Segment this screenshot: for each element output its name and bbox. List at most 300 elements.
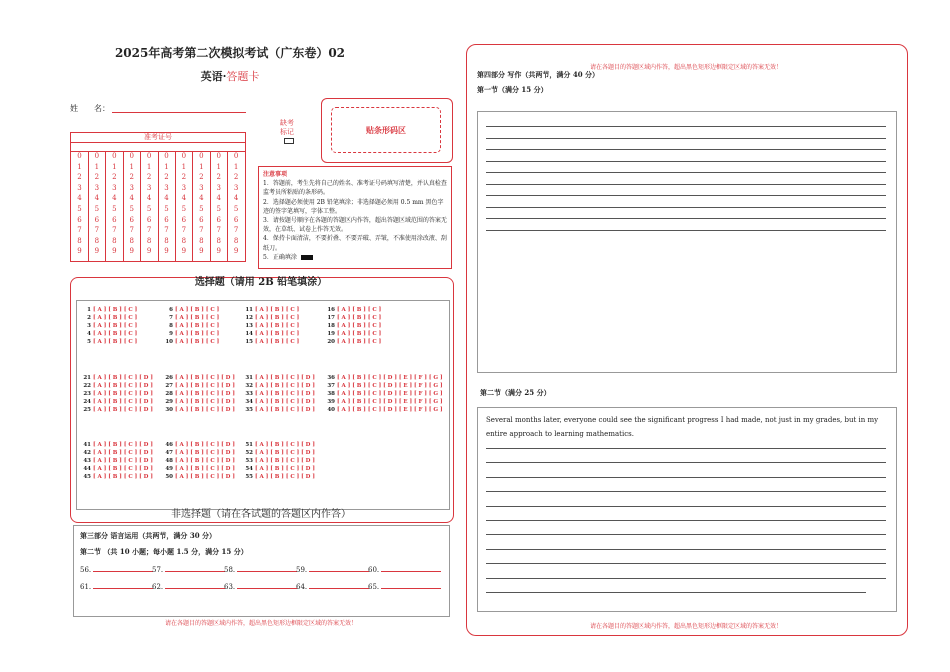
answer-options[interactable]: [ A ] [ B ] [ C ]	[337, 315, 382, 321]
exam-digit-bubble[interactable]: 4	[199, 194, 204, 203]
writing-line[interactable]	[486, 578, 886, 579]
fill-blank-item[interactable]	[224, 565, 297, 574]
answer-options[interactable]: [ A ] [ B ] [ C ]	[93, 315, 138, 321]
exam-digit-bubble[interactable]: 3	[112, 183, 117, 192]
answer-options[interactable]: [ A ] [ B ] [ C ] [ D ]	[93, 466, 153, 472]
question-row[interactable]	[81, 338, 137, 346]
exam-digit-bubble[interactable]: 9	[199, 247, 204, 256]
exam-digit-bubble[interactable]: 7	[112, 226, 117, 235]
question-row[interactable]	[325, 406, 443, 414]
writing-line[interactable]	[486, 184, 886, 185]
exam-digit-bubble[interactable]: 2	[164, 173, 169, 182]
question-row[interactable]	[243, 441, 315, 449]
question-row[interactable]	[163, 406, 235, 414]
question-row[interactable]	[163, 473, 235, 481]
question-row[interactable]	[243, 465, 315, 473]
blank-line[interactable]	[237, 582, 297, 589]
exam-digit-bubble[interactable]: 5	[199, 204, 204, 213]
exam-digit-bubble[interactable]: 1	[233, 162, 239, 171]
fill-blank-item[interactable]	[80, 582, 153, 591]
writing-line[interactable]	[486, 149, 886, 150]
writing-line[interactable]	[486, 161, 886, 162]
writing-line[interactable]	[486, 506, 886, 507]
exam-digit-bubble[interactable]: 9	[112, 247, 117, 256]
exam-digit-bubble[interactable]: 8	[129, 236, 134, 245]
exam-digit-bubble[interactable]: 6	[112, 215, 117, 224]
answer-options[interactable]: [ A ] [ B ] [ C ] [ D ] [ E ] [ F ] [ G ]	[337, 383, 443, 389]
question-row[interactable]	[81, 382, 153, 390]
question-row[interactable]	[325, 382, 443, 390]
notice-item: 4．保持卡面清洁，不要折叠、不要弄破、弄皱，不准使用涂改液、刮纸刀。	[263, 235, 447, 252]
answer-options[interactable]: [ A ] [ B ] [ C ]	[175, 315, 220, 321]
exam-digit-bubble[interactable]: 1	[112, 162, 117, 171]
question-row[interactable]	[81, 374, 153, 382]
answer-options[interactable]: [ A ] [ B ] [ C ]	[337, 323, 382, 329]
blank-line[interactable]	[93, 565, 153, 572]
blank-number: 57.	[152, 566, 164, 574]
answer-options[interactable]: [ A ] [ B ] [ C ] [ D ]	[175, 450, 235, 456]
question-number: 30	[165, 407, 173, 413]
exam-digit-bubble[interactable]: 2	[77, 173, 82, 182]
exam-digit-bubble[interactable]: 8	[94, 236, 100, 245]
writing-line[interactable]	[486, 534, 886, 535]
exam-digit-bubble[interactable]: 4	[233, 194, 239, 203]
question-group	[163, 441, 235, 481]
essay-start-text: Several months later, everyone could see the significant progress I had made, not just in my grades, but in my entire approach to learning mathematics.	[486, 416, 879, 438]
exam-digit-bubble[interactable]: 4	[181, 194, 187, 203]
exam-digit-bubble[interactable]: 0	[199, 152, 204, 160]
writing-line[interactable]	[486, 477, 886, 478]
exam-digit-bubble[interactable]: 8	[216, 236, 221, 245]
exam-digit-bubble[interactable]: 5	[129, 204, 134, 213]
question-row[interactable]	[325, 338, 381, 346]
exam-digit-bubble[interactable]: 7	[94, 226, 100, 235]
writing-line[interactable]	[486, 218, 886, 219]
question-row[interactable]	[81, 322, 137, 330]
question-row[interactable]	[243, 473, 315, 481]
exam-digit-bubble[interactable]: 0	[181, 152, 187, 160]
answer-options[interactable]: [ A ] [ B ] [ C ] [ D ]	[255, 407, 315, 413]
blank-line[interactable]	[381, 582, 441, 589]
question-number: 12	[245, 315, 253, 321]
answer-options[interactable]: [ A ] [ B ] [ C ]	[255, 307, 300, 313]
answer-options[interactable]: [ A ] [ B ] [ C ]	[175, 323, 220, 329]
question-row[interactable]	[81, 449, 153, 457]
question-number: 17	[327, 315, 335, 321]
question-row[interactable]	[243, 330, 299, 338]
exam-digit-bubble[interactable]: 2	[216, 173, 221, 182]
question-row[interactable]	[163, 330, 219, 338]
blank-number: 63.	[224, 583, 236, 591]
exam-digit-bubble[interactable]: 6	[181, 215, 187, 224]
exam-digit-bubble[interactable]: 3	[233, 183, 239, 192]
writing-line[interactable]	[486, 230, 886, 231]
answer-options[interactable]: [ A ] [ B ] [ C ] [ D ]	[255, 391, 315, 397]
exam-digit-bubble[interactable]: 3	[199, 183, 204, 192]
exam-digit-column[interactable]	[228, 151, 245, 261]
question-row[interactable]	[81, 314, 137, 322]
exam-digit-bubble[interactable]: 2	[94, 173, 100, 182]
exam-digit-bubble[interactable]: 6	[199, 215, 204, 224]
exam-digit-bubble[interactable]: 7	[216, 226, 221, 235]
question-row[interactable]	[163, 465, 235, 473]
question-row[interactable]	[163, 382, 235, 390]
question-row[interactable]	[243, 338, 299, 346]
answer-options[interactable]: [ A ] [ B ] [ C ] [ D ]	[93, 474, 153, 480]
answer-options[interactable]: [ A ] [ B ] [ C ]	[93, 339, 138, 345]
exam-digit-bubble[interactable]: 8	[233, 236, 239, 245]
exam-digit-bubble[interactable]: 3	[164, 183, 169, 192]
answer-options[interactable]: [ A ] [ B ] [ C ] [ D ]	[93, 399, 153, 405]
exam-number-grid[interactable]	[70, 132, 246, 262]
exam-digit-bubble[interactable]: 2	[181, 173, 187, 182]
exam-digit-bubble[interactable]: 7	[146, 226, 152, 235]
exam-digit-bubble[interactable]: 6	[94, 215, 100, 224]
question-row[interactable]	[163, 338, 219, 346]
exam-digit-bubble[interactable]: 5	[112, 204, 117, 213]
writing-line[interactable]	[486, 520, 886, 521]
writing-section1-area[interactable]	[477, 111, 897, 373]
answer-options[interactable]: [ A ] [ B ] [ C ] [ D ]	[175, 375, 235, 381]
answer-options[interactable]: [ A ] [ B ] [ C ] [ D ]	[175, 458, 235, 464]
exam-digit-bubble[interactable]: 1	[181, 162, 187, 171]
question-group	[243, 374, 315, 414]
exam-digit-bubble[interactable]: 9	[233, 247, 239, 256]
answer-options[interactable]: [ A ] [ B ] [ C ] [ D ]	[255, 375, 315, 381]
question-row[interactable]	[325, 306, 381, 314]
exam-digit-bubble[interactable]: 3	[94, 183, 100, 192]
exam-digit-bubble[interactable]: 5	[164, 204, 169, 213]
question-row[interactable]	[243, 406, 315, 414]
exam-digit-column[interactable]	[123, 151, 141, 261]
answer-options[interactable]: [ A ] [ B ] [ C ] [ D ]	[175, 407, 235, 413]
exam-digit-bubble[interactable]: 8	[146, 236, 152, 245]
answer-options[interactable]: [ A ] [ B ] [ C ] [ D ]	[175, 391, 235, 397]
question-row[interactable]	[163, 306, 219, 314]
exam-digit-bubble[interactable]: 7	[181, 226, 187, 235]
fill-blank-item[interactable]	[296, 582, 369, 591]
question-row[interactable]	[243, 382, 315, 390]
subject-label: 英语	[200, 70, 223, 83]
answer-options[interactable]: [ A ] [ B ] [ C ] [ D ]	[175, 442, 235, 448]
exam-digit-bubble[interactable]: 6	[146, 215, 152, 224]
question-number: 26	[165, 375, 173, 381]
answer-options[interactable]: [ A ] [ B ] [ C ] [ D ]	[255, 474, 315, 480]
exam-digit-bubble[interactable]: 5	[216, 204, 221, 213]
name-field[interactable]	[112, 112, 246, 113]
answer-options[interactable]: [ A ] [ B ] [ C ] [ D ] [ E ] [ F ] [ G ]	[337, 407, 443, 413]
question-group	[81, 374, 153, 414]
exam-digit-column[interactable]	[71, 151, 89, 261]
choice-section-title: 选择题（请用 2B 铅笔填涂）	[194, 277, 328, 288]
answer-options[interactable]: [ A ] [ B ] [ C ] [ D ]	[255, 442, 315, 448]
exam-digit-bubble[interactable]: 0	[146, 152, 152, 160]
exam-digit-bubble[interactable]: 5	[146, 204, 152, 213]
exam-digit-bubble[interactable]: 2	[112, 173, 117, 182]
answer-options[interactable]: [ A ] [ B ] [ C ]	[255, 331, 300, 337]
question-row[interactable]	[163, 322, 219, 330]
exam-digit-bubble[interactable]: 0	[164, 152, 169, 160]
answer-options[interactable]: [ A ] [ B ] [ C ]	[337, 307, 382, 313]
question-row[interactable]	[243, 398, 315, 406]
writing-line[interactable]	[486, 592, 866, 593]
answer-options[interactable]: [ A ] [ B ] [ C ]	[337, 339, 382, 345]
blank-line[interactable]	[381, 565, 441, 572]
question-row[interactable]	[243, 374, 315, 382]
exam-digit-bubble[interactable]: 1	[146, 162, 152, 171]
answer-options[interactable]: [ A ] [ B ] [ C ] [ D ]	[255, 466, 315, 472]
question-number: 9	[169, 331, 173, 337]
answer-options[interactable]: [ A ] [ B ] [ C ] [ D ]	[255, 399, 315, 405]
exam-digit-bubble[interactable]: 1	[94, 162, 100, 171]
exam-digit-bubble[interactable]: 4	[94, 194, 100, 203]
writing-line[interactable]	[486, 207, 886, 208]
question-number: 47	[165, 450, 173, 456]
exam-digit-bubble[interactable]: 7	[199, 226, 204, 235]
exam-digit-column[interactable]	[88, 151, 106, 261]
question-row[interactable]	[325, 390, 443, 398]
writing-line[interactable]	[486, 172, 886, 173]
question-group	[243, 306, 299, 346]
question-row[interactable]	[81, 473, 153, 481]
question-row[interactable]	[163, 449, 235, 457]
fill-blank-item[interactable]	[368, 565, 441, 574]
writing-line[interactable]	[486, 462, 886, 463]
exam-digit-bubble[interactable]: 2	[199, 173, 204, 182]
answer-options[interactable]: [ A ] [ B ] [ C ]	[255, 339, 300, 345]
part3-section2-title: 第二节 （共 10 小题；每小题 1.5 分，满分 15 分）	[80, 547, 248, 556]
writing-line[interactable]	[486, 491, 886, 492]
nonchoice-title: 非选择题（请在各试题的答题区内作答）	[171, 509, 351, 520]
question-row[interactable]	[81, 330, 137, 338]
exam-digit-bubble[interactable]: 0	[94, 152, 100, 160]
writing-line[interactable]	[486, 138, 886, 139]
exam-digit-bubble[interactable]: 9	[94, 247, 100, 256]
exam-digit-bubble[interactable]: 9	[146, 247, 152, 256]
exam-digit-column[interactable]	[141, 151, 159, 261]
exam-digit-bubble[interactable]: 8	[164, 236, 169, 245]
question-number: 33	[245, 391, 253, 397]
question-number: 13	[245, 323, 253, 329]
exam-digit-bubble[interactable]: 6	[77, 215, 82, 224]
answer-options[interactable]: [ A ] [ B ] [ C ]	[255, 323, 300, 329]
right-top-warning: 请在各题目的答题区域内作答，超出黑色矩形边框限定区域的答案无效！	[589, 64, 782, 71]
question-row[interactable]	[163, 441, 235, 449]
question-row[interactable]	[81, 306, 137, 314]
exam-digit-bubble[interactable]: 4	[164, 194, 169, 203]
exam-digit-bubble[interactable]: 6	[216, 215, 221, 224]
answer-options[interactable]: [ A ] [ B ] [ C ]	[337, 331, 382, 337]
part4-title: 第四部分 写作（共两节，满分 40 分）	[477, 70, 600, 79]
question-row[interactable]	[325, 374, 443, 382]
exam-digit-column[interactable]	[193, 151, 211, 261]
question-row[interactable]	[163, 390, 235, 398]
question-row[interactable]	[325, 322, 381, 330]
notice-item: 3．请按题号顺序在各题的答题区内作答，超出答题区域范围的答案无效，在草纸、试卷上作答无效。	[263, 217, 447, 234]
question-row[interactable]	[243, 390, 315, 398]
answer-options[interactable]: [ A ] [ B ] [ C ] [ D ] [ E ] [ F ] [ G ]	[337, 375, 443, 381]
answer-options[interactable]: [ A ] [ B ] [ C ] [ D ] [ E ] [ F ] [ G ]	[337, 399, 443, 405]
exam-digit-bubble[interactable]: 4	[77, 194, 82, 203]
exam-digit-bubble[interactable]: 1	[199, 162, 204, 171]
exam-digit-bubble[interactable]: 3	[129, 183, 134, 192]
exam-digit-bubble[interactable]: 6	[129, 215, 134, 224]
question-number: 3	[87, 323, 91, 329]
notice-box	[258, 166, 452, 269]
answer-options[interactable]: [ A ] [ B ] [ C ]	[93, 331, 138, 337]
exam-digit-column[interactable]	[175, 151, 193, 261]
question-number: 34	[245, 399, 253, 405]
answer-options[interactable]: [ A ] [ B ] [ C ] [ D ]	[93, 442, 153, 448]
answer-options[interactable]: [ A ] [ B ] [ C ] [ D ]	[93, 458, 153, 464]
exam-digit-bubble[interactable]: 9	[77, 247, 82, 256]
answer-options[interactable]: [ A ] [ B ] [ C ] [ D ]	[175, 466, 235, 472]
answer-options[interactable]: [ A ] [ B ] [ C ] [ D ]	[255, 458, 315, 464]
question-row[interactable]	[243, 449, 315, 457]
question-number: 11	[245, 307, 253, 313]
question-row[interactable]	[163, 374, 235, 382]
exam-digit-bubble[interactable]: 1	[77, 162, 82, 171]
question-row[interactable]	[163, 314, 219, 322]
exam-digit-bubble[interactable]: 3	[216, 183, 221, 192]
question-number: 23	[83, 391, 91, 397]
writing-line[interactable]	[486, 563, 886, 564]
blank-line[interactable]	[309, 582, 369, 589]
exam-digit-bubble[interactable]: 9	[181, 247, 187, 256]
question-number: 14	[245, 331, 253, 337]
blank-line[interactable]	[165, 565, 225, 572]
exam-digit-bubble[interactable]: 8	[181, 236, 187, 245]
blank-line[interactable]	[237, 565, 297, 572]
fill-blank-item[interactable]	[80, 565, 153, 574]
question-row[interactable]	[325, 314, 381, 322]
writing-line[interactable]	[486, 448, 886, 449]
question-row[interactable]	[243, 322, 299, 330]
exam-digit-bubble[interactable]: 4	[112, 194, 117, 203]
exam-digit-bubble[interactable]: 7	[164, 226, 169, 235]
exam-digit-bubble[interactable]: 8	[77, 236, 82, 245]
question-row[interactable]	[243, 314, 299, 322]
blank-line[interactable]	[93, 582, 153, 589]
answer-options[interactable]: [ A ] [ B ] [ C ]	[255, 315, 300, 321]
writing-section2-area[interactable]	[477, 407, 897, 612]
exam-digit-bubble[interactable]: 4	[146, 194, 152, 203]
fill-blank-item[interactable]	[296, 565, 369, 574]
exam-digit-bubble[interactable]: 5	[77, 204, 82, 213]
exam-digit-bubble[interactable]: 9	[164, 247, 169, 256]
answer-options[interactable]: [ A ] [ B ] [ C ]	[93, 307, 138, 313]
exam-digit-bubble[interactable]: 1	[129, 162, 134, 171]
question-row[interactable]	[81, 406, 153, 414]
question-row[interactable]	[81, 465, 153, 473]
exam-digit-bubble[interactable]: 0	[129, 152, 134, 160]
exam-digit-bubble[interactable]: 0	[233, 152, 239, 160]
exam-digit-bubble[interactable]: 8	[112, 236, 117, 245]
question-row[interactable]	[325, 398, 443, 406]
exam-digit-bubble[interactable]: 1	[216, 162, 221, 171]
answer-options[interactable]: [ A ] [ B ] [ C ] [ D ]	[175, 399, 235, 405]
exam-digit-bubble[interactable]: 9	[216, 247, 221, 256]
question-row[interactable]	[81, 457, 153, 465]
answer-options[interactable]: [ A ] [ B ] [ C ] [ D ] [ E ] [ F ] [ G ]	[337, 391, 443, 397]
question-row[interactable]	[81, 398, 153, 406]
exam-digit-bubble[interactable]: 2	[129, 173, 134, 182]
fill-blank-item[interactable]	[152, 565, 225, 574]
answer-options[interactable]: [ A ] [ B ] [ C ] [ D ]	[255, 383, 315, 389]
exam-digit-column[interactable]	[210, 151, 228, 261]
exam-digit-bubble[interactable]: 9	[129, 247, 134, 256]
writing-line[interactable]	[486, 549, 886, 550]
answer-options[interactable]: [ A ] [ B ] [ C ] [ D ]	[255, 450, 315, 456]
question-row[interactable]	[81, 441, 153, 449]
writing-line[interactable]	[486, 126, 886, 127]
exam-digit-bubble[interactable]: 5	[181, 204, 187, 213]
exam-digit-bubble[interactable]: 4	[129, 194, 134, 203]
answer-options[interactable]: [ A ] [ B ] [ C ]	[175, 307, 220, 313]
exam-digit-bubble[interactable]: 6	[164, 215, 169, 224]
fill-blank-item[interactable]	[224, 582, 297, 591]
blank-number: 64.	[296, 583, 308, 591]
exam-digit-bubble[interactable]: 2	[233, 173, 239, 182]
question-row[interactable]	[325, 330, 381, 338]
question-number: 27	[165, 383, 173, 389]
exam-digit-bubble[interactable]: 5	[94, 204, 100, 213]
question-row[interactable]	[163, 457, 235, 465]
exam-digit-bubble[interactable]: 7	[77, 226, 82, 235]
blank-line[interactable]	[309, 565, 369, 572]
question-row[interactable]	[163, 398, 235, 406]
exam-digit-bubble[interactable]: 0	[77, 152, 82, 160]
answer-options[interactable]: [ A ] [ B ] [ C ] [ D ]	[93, 391, 153, 397]
answer-options[interactable]: [ A ] [ B ] [ C ] [ D ]	[93, 407, 153, 413]
question-row[interactable]	[243, 457, 315, 465]
exam-digit-bubble[interactable]: 5	[233, 204, 239, 213]
question-number: 31	[245, 375, 253, 381]
answer-options[interactable]: [ A ] [ B ] [ C ] [ D ]	[175, 383, 235, 389]
question-number: 24	[83, 399, 91, 405]
exam-digit-bubble[interactable]: 0	[112, 152, 117, 160]
question-row[interactable]	[81, 390, 153, 398]
blank-line[interactable]	[165, 582, 225, 589]
answer-options[interactable]: [ A ] [ B ] [ C ] [ D ]	[93, 450, 153, 456]
exam-digit-bubble[interactable]: 1	[164, 162, 169, 171]
answer-options[interactable]: [ A ] [ B ] [ C ]	[175, 331, 220, 337]
absent-checkbox[interactable]	[284, 138, 294, 144]
exam-digit-bubble[interactable]: 4	[216, 194, 221, 203]
exam-digit-bubble[interactable]: 6	[233, 215, 239, 224]
answer-options[interactable]: [ A ] [ B ] [ C ] [ D ]	[93, 375, 153, 381]
exam-digit-bubble[interactable]: 3	[181, 183, 187, 192]
exam-digit-bubble[interactable]: 0	[216, 152, 221, 160]
exam-digit-column[interactable]	[106, 151, 124, 261]
exam-digit-bubble[interactable]: 7	[129, 226, 134, 235]
section2-title: 第二节（满分 25 分）	[480, 388, 551, 397]
exam-digit-bubble[interactable]: 3	[146, 183, 152, 192]
exam-digit-bubble[interactable]: 3	[77, 183, 82, 192]
fill-blank-item[interactable]	[368, 582, 441, 591]
exam-digit-bubble[interactable]: 7	[233, 226, 239, 235]
answer-options[interactable]: [ A ] [ B ] [ C ]	[93, 323, 138, 329]
exam-digit-bubble[interactable]: 2	[146, 173, 152, 182]
fill-blank-item[interactable]	[152, 582, 225, 591]
writing-line[interactable]	[486, 195, 886, 196]
answer-options[interactable]: [ A ] [ B ] [ C ] [ D ]	[175, 474, 235, 480]
question-row[interactable]	[243, 306, 299, 314]
answer-options[interactable]: [ A ] [ B ] [ C ]	[175, 339, 220, 345]
exam-digit-bubble[interactable]: 8	[199, 236, 204, 245]
exam-digit-column[interactable]	[158, 151, 176, 261]
answer-options[interactable]: [ A ] [ B ] [ C ] [ D ]	[93, 383, 153, 389]
